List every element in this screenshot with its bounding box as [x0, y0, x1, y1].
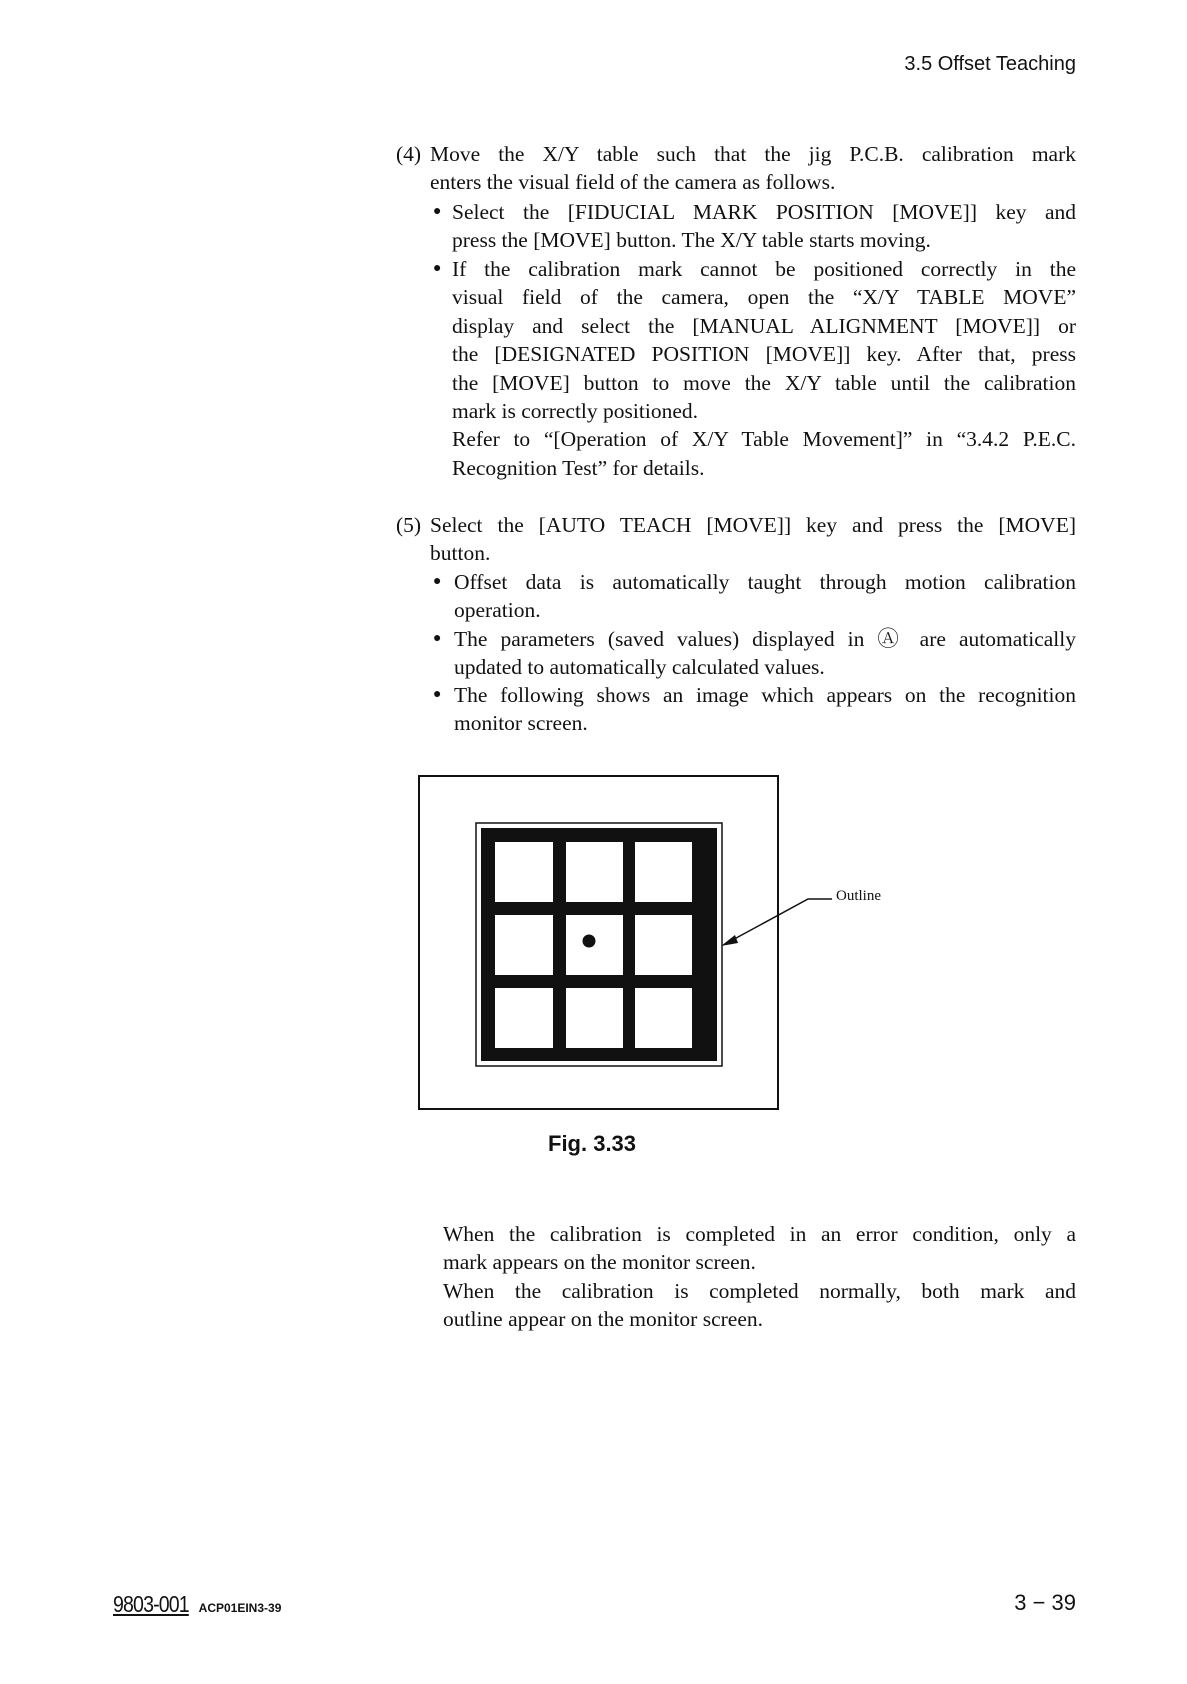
page-number: 3 − 39 [1014, 1590, 1076, 1615]
text-line: Select the [FIDUCIAL MARK POSITION [MOVE]] key and [452, 200, 1076, 224]
text-line: Offset data is automatically taught through motion calibration [454, 570, 1076, 594]
text-line: If the calibration mark cannot be positioned correctly in the [452, 257, 1076, 281]
outline-pointer-line [727, 899, 832, 943]
step-number: (4) [396, 142, 422, 166]
step-number: (5) [396, 513, 422, 537]
text-line: mark appears on the monitor screen. [443, 1250, 756, 1275]
text-line: mark is correctly positioned. [452, 399, 698, 424]
text-line: visual field of the camera, open the “X/Y TABLE MOVE” [452, 285, 1076, 310]
bullet-icon: ● [433, 261, 442, 276]
text-line: the [MOVE] button to move the X/Y table until the calibration [452, 370, 1076, 395]
text-line: operation. [454, 598, 541, 623]
section-header: 3.5 Offset Teaching [904, 53, 1076, 75]
footer-doc-id [113, 1591, 281, 1618]
doc-code: ACP01EIN3-39 [198, 1601, 282, 1615]
figure-caption: Fig. 3.33 [548, 1131, 637, 1156]
text-line: The following shows an image which appears on the recognition [454, 683, 1076, 707]
text-line: outline appear on the monitor screen. [443, 1307, 764, 1332]
completion-note [443, 1220, 1076, 1334]
outline-label: Outline [836, 888, 881, 904]
text-line: the [DESIGNATED POSITION [MOVE]] key. After that, press [452, 342, 1076, 367]
bullet-icon: ● [433, 687, 442, 702]
text-line: Select the [AUTO TEACH [MOVE]] key and press the [MOVE] [430, 513, 1076, 537]
text-line: Move the X/Y table such that the jig P.C.B. calibration mark [430, 142, 1076, 166]
doc-number: 9803-001 [113, 1591, 189, 1617]
text-line: Recognition Test” for details. [452, 455, 705, 480]
arrowhead-icon [721, 935, 738, 946]
bullet-icon: ● [433, 574, 442, 589]
text-line: enters the visual field of the camera as follows. [430, 170, 836, 195]
text-line: button. [430, 541, 491, 566]
bullet-icon: ● [433, 631, 442, 646]
bullet-icon: ● [433, 204, 442, 219]
text-line: press the [MOVE] button. The X/Y table starts moving. [452, 228, 931, 253]
text-line: When the calibration is completed in an error condition, only a [443, 1222, 1076, 1246]
text-line: updated to automatically calculated values. [454, 655, 825, 680]
center-dot [583, 935, 596, 948]
text-line: monitor screen. [454, 711, 588, 736]
text-line: When the calibration is completed normally, both mark and [443, 1278, 1076, 1303]
text-line: display and select the [MANUAL ALIGNMENT [MOVE]] or [452, 313, 1076, 338]
text-line: Refer to “[Operation of X/Y Table Movement]” in “3.4.2 P.E.C. [452, 427, 1076, 452]
text-line: The parameters (saved values) displayed in Ⓐ are automatically [454, 627, 1076, 651]
